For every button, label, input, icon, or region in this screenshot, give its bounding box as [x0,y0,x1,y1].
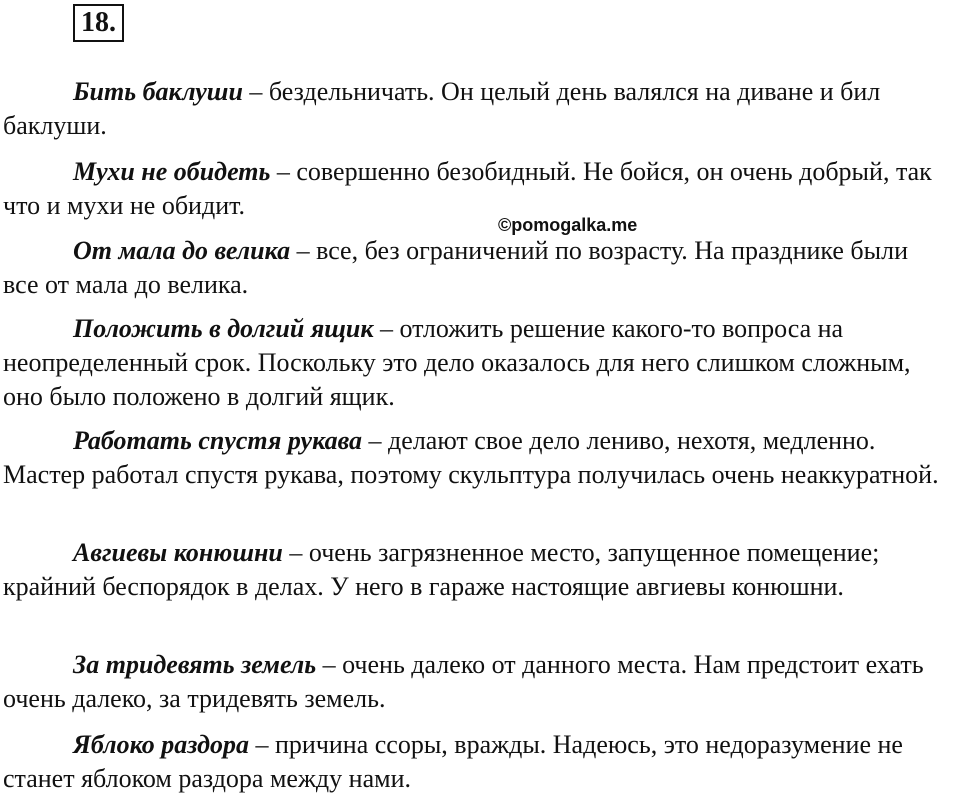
idiom-term: Положить в долгий ящик [73,314,374,343]
idiom-term: Бить баклуши [73,77,243,106]
idiom-definition: – очень далеко от данного места. Нам предстоит ехать очень далеко, за тридевять земель. [3,650,924,713]
idiom-definition: – бездельничать. Он целый день валялся на диване и бил баклуши. [3,77,881,140]
idiom-entry [3,155,943,223]
idiom-definition: – отложить решение какого-то вопроса на неопределенный срок. Поскольку это дело оказалось для него слишком сложным, оно было положено в долгий ящик. [3,314,911,411]
idiom-definition: – причина ссоры, вражды. Надеюсь, это недоразумение не станет яблоком раздора между нами. [3,730,903,793]
idiom-term: От мала до велика [73,236,291,265]
idiom-entry [3,234,943,302]
idiom-definition: – все, без ограничений по возрасту. На празднике были все от мала до велика. [3,236,909,299]
idiom-entry [3,728,943,796]
idiom-term: За тридевять земель [73,650,317,679]
idiom-entry [3,424,943,492]
watermark: ©pomogalka.me [498,215,638,235]
idiom-term: Авгиевы конюшни [73,538,283,567]
idiom-definition: – очень загрязненное место, запущенное помещение; крайний беспорядок в делах. У него в гараже настоящие авгиевы конюшни. [3,538,880,601]
idiom-definition: – делают свое дело лениво, нехотя, медленно. Мастер работал спустя рукава, поэтому скульптура получилась очень неаккуратной. [3,426,939,489]
idiom-entry [3,648,943,716]
idiom-term: Мухи не обидеть [73,157,271,186]
idiom-entry [3,75,943,143]
task-number: 18. [73,4,124,42]
idiom-definition: – совершенно безобидный. Не бойся, он очень добрый, так что и мухи не обидит. [3,157,932,220]
idiom-entry [3,536,943,604]
idiom-entry [3,312,943,414]
idiom-term: Яблоко раздора [73,730,249,759]
idiom-term: Работать спустя рукава [73,426,363,455]
